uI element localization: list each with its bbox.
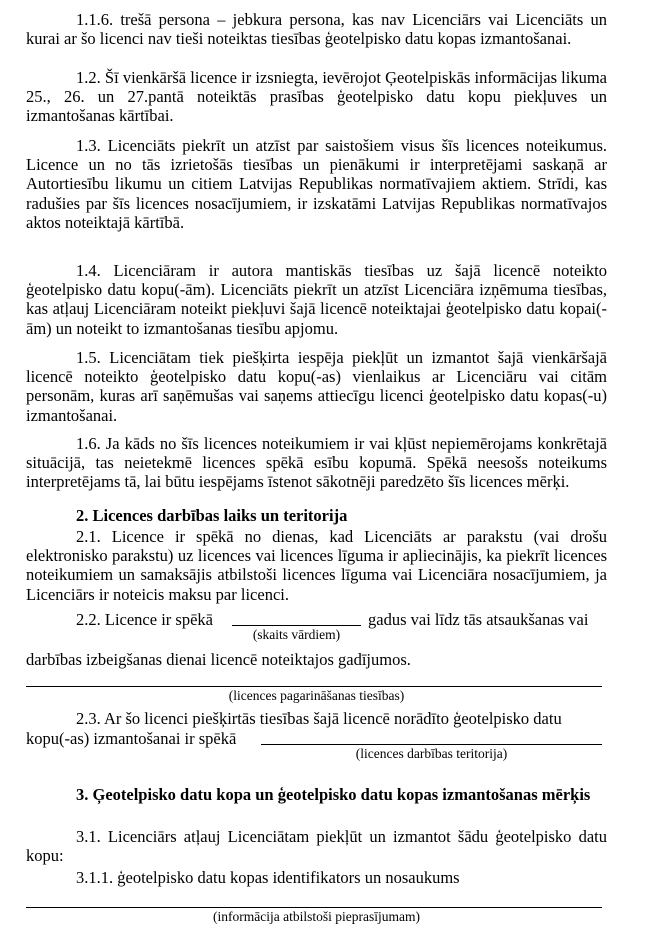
clause-2-3-line1: 2.3. Ar šo licenci piešķirtās tiesības šajā licencē norādīto ģeotelpisko datu: [76, 709, 562, 728]
paragraph-1-2: 1.2. Šī vienkāršā licence ir izsniegta, ievērojot Ģeotelpiskās informācijas likuma 25., 26. un 27.pantā noteiktās prasības ģeotelpisko datu kopu piekļuves un izmantošanas kārtībai.: [26, 68, 607, 126]
section-2-heading: 2. Licences darbības laiks un teritorija: [76, 506, 348, 525]
paragraph-1-6: 1.6. Ja kāds no šīs licences noteikumiem ir vai kļūst nepiemērojams konkrētajā situācijā, tas neietekmē licences spēkā esību kopumā. Spēkā neesošs noteikums interpretējams tā, lai būtu iespējams īstenot sākotnēji paredzēto šīs licences mērķi.: [26, 434, 607, 492]
extension-blank-line[interactable]: [26, 686, 602, 687]
dataset-hint: (informācija atbilstoši pieprasījumam): [213, 909, 420, 924]
clause-2-2-continuation: darbības izbeigšanas dienai licencē noteiktajos gadījumos.: [26, 650, 411, 669]
territory-blank-line[interactable]: [261, 744, 602, 745]
paragraph-3-1: 3.1. Licenciārs atļauj Licenciātam piekļūt un izmantot šādu ģeotelpisko datu kopu:: [26, 827, 607, 866]
paragraph-1-3: 1.3. Licenciāts piekrīt un atzīst par saistošiem visus šīs licences noteikumus. Licence un no tās izrietošās tiesības un pienākumi ir interpretējami saskaņā ar Autortiesību likumu un citiem Latvijas Republikas normatīvajiem aktiem. Strīdi, kas radušies par šīs licences nosacījumiem, ir izskatāmi Latvijas Republikas normatīvajos aktos noteiktajā kārtībā.: [26, 136, 607, 232]
clause-3-1-1: 3.1.1. ģeotelpisko datu kopas identifikators un nosaukums: [76, 868, 460, 887]
paragraph-1-1-6: 1.1.6. trešā persona – jebkura persona, kas nav Licenciārs vai Licenciāts un kurai ar šo licenci nav tieši noteiktas tiesības ģeotelpisko datu kopas izmantošanai.: [26, 10, 607, 49]
dataset-blank-line[interactable]: [26, 907, 602, 908]
years-blank-line[interactable]: [232, 625, 361, 626]
paragraph-1-5: 1.5. Licenciātam tiek piešķirta iespēja piekļūt un izmantot šajā vienkāršajā licencē noteikto ģeotelpisko datu kopu(-as) vienlaikus ar Licenciāru vai citām personām, kuras arī saņēmušas vai saņems attiecīgu licenci ģeotelpisko datu kopas(-u) izmantošanai.: [26, 348, 607, 425]
clause-2-2-end: gadus vai līdz tās atsaukšanas vai: [368, 610, 589, 629]
territory-hint: (licences darbības teritorija): [355, 746, 508, 761]
paragraph-1-4: 1.4. Licenciāram ir autora mantiskās tiesības uz šajā licencē noteikto ģeotelpisko datu kopu(-ām). Licenciāts piekrīt un atzīst Licenciāra izņēmuma tiesības, kas atļauj Licenciāram noteikt piekļuvi šajā licencē noteiktajai ģeotelpisko datu kopai(-ām) un noteikt to izmantošanas tiesību apjomu.: [26, 261, 607, 338]
section-3-heading: 3. Ģeotelpisko datu kopa un ģeotelpisko datu kopas izmantošanas mērķis: [76, 785, 591, 804]
paragraph-2-1: 2.1. Licence ir spēkā no dienas, kad Licenciāts ar parakstu (vai drošu elektronisko parakstu) uz licences vai licences līguma ir apliecinājis, ka piekrīt licences noteikumiem un samaksājis atbilstoši licences līguma vai Licenciāra nosacījumiem, ja Licenciārs ir noteicis maksu par licenci.: [26, 527, 607, 604]
clause-2-3-line2: kopu(-as) izmantošanai ir spēkā: [26, 729, 237, 748]
clause-2-2-start: 2.2. Licence ir spēkā: [76, 610, 213, 629]
years-hint: (skaits vārdiem): [252, 627, 341, 642]
extension-hint: (licences pagarināšanas tiesības): [228, 688, 405, 703]
